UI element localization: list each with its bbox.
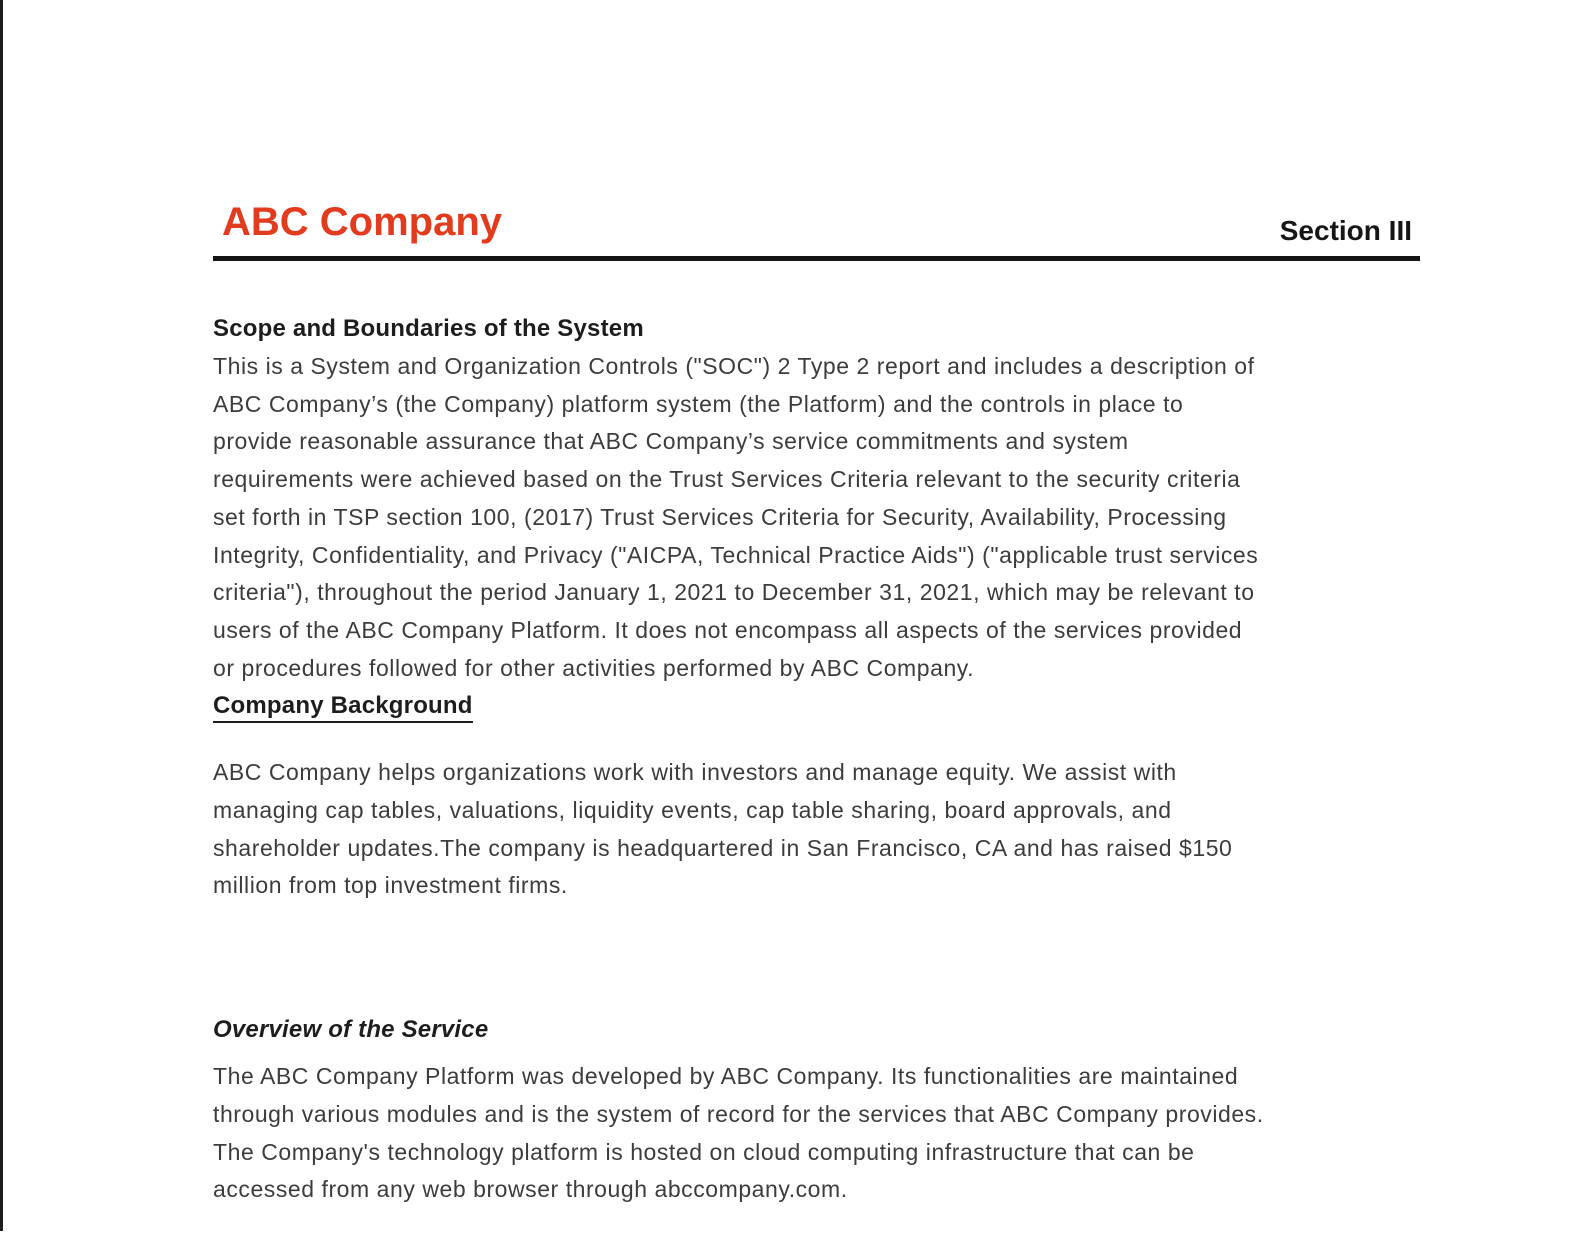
text-line: million from top investment firms. bbox=[213, 872, 568, 899]
section-label: Section III bbox=[1279, 215, 1412, 246]
document-header bbox=[213, 196, 1420, 248]
background-paragraph bbox=[213, 754, 1420, 905]
text-line: set forth in TSP section 100, (2017) Trust Services Criteria for Security, Availability, Processing bbox=[213, 503, 1227, 530]
text-line: requirements were achieved based on the Trust Services Criteria relevant to the security criteria bbox=[213, 466, 1241, 493]
text-line: or procedures followed for other activities performed by ABC Company. bbox=[213, 654, 975, 681]
text-line: provide reasonable assurance that ABC Company’s service commitments and system bbox=[213, 428, 1129, 455]
text-line: The ABC Company Platform was developed by ABC Company. Its functionalities are maintained bbox=[213, 1063, 1239, 1090]
text-line: users of the ABC Company Platform. It does not encompass all aspects of the services provided bbox=[213, 616, 1243, 643]
text-line: The Company's technology platform is hosted on cloud computing infrastructure that can be bbox=[213, 1138, 1195, 1165]
text-line: shareholder updates.The company is headquartered in San Francisco, CA and has raised $150 bbox=[213, 834, 1233, 861]
text-line: criteria"), throughout the period January 1, 2021 to December 31, 2021, which may be relevant to bbox=[213, 579, 1255, 606]
document-page bbox=[213, 0, 1420, 1209]
text-line: ABC Company’s (the Company) platform system (the Platform) and the controls in place to bbox=[213, 390, 1184, 417]
text-line: through various modules and is the system of record for the services that ABC Company provides. bbox=[213, 1100, 1264, 1127]
scope-paragraph bbox=[213, 348, 1420, 687]
left-edge-line bbox=[0, 0, 3, 1231]
overview-heading: Overview of the Service bbox=[213, 1016, 489, 1044]
header-rule bbox=[213, 256, 1420, 261]
scope-heading: Scope and Boundaries of the System bbox=[213, 315, 644, 342]
text-line: managing cap tables, valuations, liquidity events, cap table sharing, board approvals, and bbox=[213, 797, 1172, 824]
text-line: Integrity, Confidentiality, and Privacy ("AICPA, Technical Practice Aids") ("applicable trust services bbox=[213, 541, 1259, 568]
text-line: This is a System and Organization Controls ("SOC") 2 Type 2 report and includes a description of bbox=[213, 353, 1255, 379]
background-heading-text: Company Background bbox=[213, 692, 473, 723]
background-heading bbox=[213, 690, 1420, 721]
overview-paragraph bbox=[213, 1058, 1420, 1209]
text-line: ABC Company helps organizations work with investors and manage equity. We assist with bbox=[213, 759, 1177, 786]
page-title: ABC Company bbox=[222, 200, 503, 244]
text-line: accessed from any web browser through abccompany.com. bbox=[213, 1176, 848, 1203]
